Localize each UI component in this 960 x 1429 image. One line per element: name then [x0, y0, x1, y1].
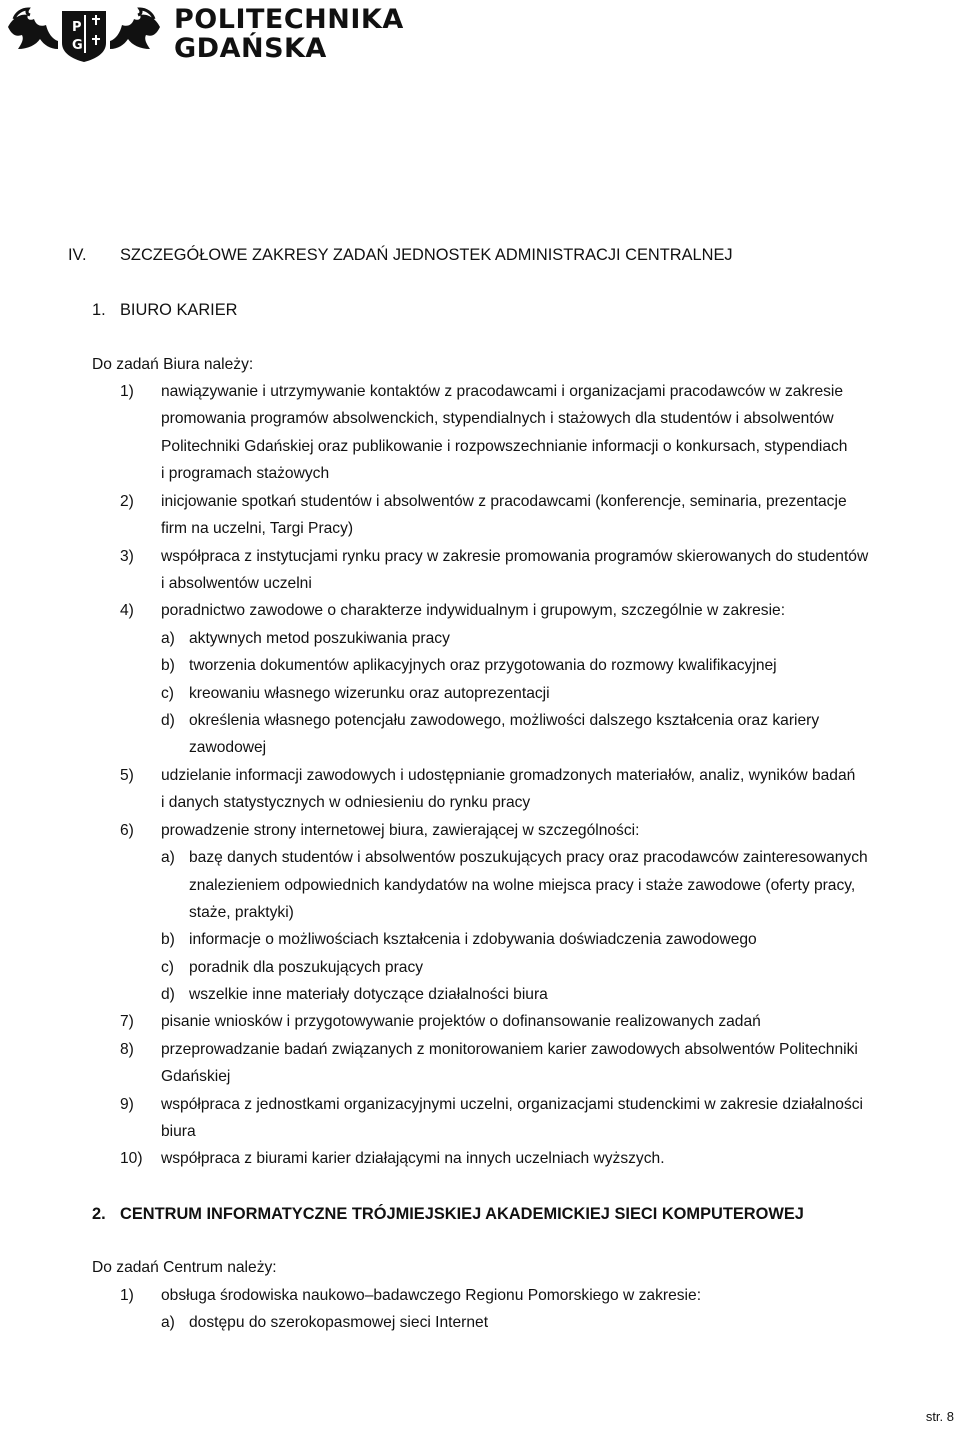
- list-item-number: 8): [120, 1041, 134, 1058]
- list-item-number: 3): [120, 548, 134, 565]
- list-item-text: poradnictwo zawodowe o charakterze indywidualnym i grupowym, szczególnie w zakresie:: [161, 602, 786, 619]
- list-item-number: 4): [120, 602, 134, 619]
- sub-item-letter: c): [161, 685, 174, 702]
- list-item-text: udzielanie informacji zawodowych i udostępnianie gromadzonych materiałów, analiz, wyników badań: [161, 767, 856, 784]
- list-item-number: 9): [120, 1096, 134, 1113]
- list-item-number: 6): [120, 822, 134, 839]
- list-item-text: obsługa środowiska naukowo–badawczego Regionu Pomorskiego w zakresie:: [161, 1287, 702, 1304]
- sub-item-text: informacje o możliwościach kształcenia i zdobywania doświadczenia zawodowego: [189, 931, 757, 948]
- logo-line-1: POLITECHNIKA: [174, 4, 404, 35]
- list-item-text: firm na uczelni, Targi Pracy): [161, 520, 354, 537]
- list-item-text: biura: [161, 1123, 196, 1140]
- list-item-text: inicjowanie spotkań studentów i absolwentów z pracodawcami (konferencje, seminaria, prezentacje: [161, 493, 847, 510]
- sub-item-text: bazę danych studentów i absolwentów poszukujących pracy oraz pracodawców zainteresowanych: [189, 849, 868, 866]
- svg-text:G: G: [72, 38, 83, 53]
- list-item-text: przeprowadzanie badań związanych z monitorowaniem karier zawodowych absolwentów Politechniki: [161, 1041, 858, 1058]
- list-item-number: 5): [120, 767, 134, 784]
- svg-text:P: P: [72, 20, 82, 35]
- logo-wordmark: [174, 5, 404, 63]
- sub-item-letter: b): [161, 931, 175, 948]
- logo-line-2: GDAŃSKA: [174, 33, 327, 64]
- sub-item-text: zawodowej: [189, 739, 267, 756]
- sub-item-letter: a): [161, 1314, 175, 1331]
- sub-item-text: poradnik dla poszukujących pracy: [189, 959, 424, 976]
- unit1-title: BIURO KARIER: [120, 301, 238, 319]
- list-item-text: i absolwentów uczelni: [161, 575, 312, 592]
- list-item-number: 2): [120, 493, 134, 510]
- unit1-number: 1.: [92, 301, 106, 319]
- list-item-text: i programach stażowych: [161, 465, 330, 482]
- unit2-title: CENTRUM INFORMATYCZNE TRÓJMIEJSKIEJ AKADEMICKIEJ SIECI KOMPUTEROWEJ: [120, 1205, 804, 1223]
- pg-crest-icon: [6, 5, 162, 63]
- list-item-number: 7): [120, 1013, 134, 1030]
- sub-item-letter: a): [161, 630, 175, 647]
- unit1-intro: Do zadań Biura należy:: [92, 356, 254, 373]
- section-title: SZCZEGÓŁOWE ZAKRESY ZADAŃ JEDNOSTEK ADMINISTRACJI CENTRALNEJ: [120, 246, 733, 264]
- list-item-number: 10): [120, 1150, 143, 1167]
- sub-item-letter: d): [161, 986, 175, 1003]
- sub-item-text: aktywnych metod poszukiwania pracy: [189, 630, 450, 647]
- sub-item-letter: a): [161, 849, 175, 866]
- university-logo: [6, 4, 404, 64]
- sub-item-text: wszelkie inne materiały dotyczące działalności biura: [189, 986, 548, 1003]
- list-item-text: promowania programów absolwenckich, stypendialnych i stażowych dla studentów i absolwentów: [161, 410, 834, 427]
- sub-item-text: tworzenia dokumentów aplikacyjnych oraz przygotowania do rozmowy kwalifikacyjnej: [189, 657, 777, 674]
- unit2-number: 2.: [92, 1205, 106, 1223]
- list-item-text: i danych statystycznych w odniesieniu do rynku pracy: [161, 794, 531, 811]
- list-item-text: nawiązywanie i utrzymywanie kontaktów z pracodawcami i organizacjami pracodawców w zakresie: [161, 383, 844, 400]
- list-item-text: Politechniki Gdańskiej oraz publikowanie i rozpowszechnianie informacji o konkursach, stypendiach: [161, 438, 848, 455]
- section-number: IV.: [68, 246, 87, 264]
- list-item-number: 1): [120, 383, 134, 400]
- unit2-intro: Do zadań Centrum należy:: [92, 1259, 277, 1276]
- sub-item-text: znalezieniem odpowiednich kandydatów na wolne miejsca pracy i staże zawodowe (oferty pracy,: [189, 877, 856, 894]
- list-item-number: 1): [120, 1287, 134, 1304]
- sub-item-text: staże, praktyki): [189, 904, 294, 921]
- sub-item-letter: c): [161, 959, 174, 976]
- sub-item-text: określenia własnego potencjału zawodowego, możliwości dalszego kształcenia oraz kariery: [189, 712, 820, 729]
- list-item-text: pisanie wniosków i przygotowywanie projektów o dofinansowanie realizowanych zadań: [161, 1013, 761, 1030]
- list-item-text: prowadzenie strony internetowej biura, zawierającej w szczególności:: [161, 822, 640, 839]
- list-item-text: Gdańskiej: [161, 1068, 231, 1085]
- sub-item-text: dostępu do szerokopasmowej sieci Internet: [189, 1314, 489, 1331]
- list-item-text: współpraca z biurami karier działającymi na innych uczelniach wyższych.: [161, 1150, 665, 1167]
- sub-item-text: kreowaniu własnego wizerunku oraz autoprezentacji: [189, 685, 550, 702]
- sub-item-letter: d): [161, 712, 175, 729]
- sub-item-letter: b): [161, 657, 175, 674]
- page-number: str. 8: [925, 1409, 954, 1424]
- list-item-text: współpraca z instytucjami rynku pracy w zakresie promowania programów skierowanych do studentów: [161, 548, 869, 565]
- list-item-text: współpraca z jednostkami organizacyjnymi uczelni, organizacjami studenckimi w zakresie działalności: [161, 1096, 864, 1113]
